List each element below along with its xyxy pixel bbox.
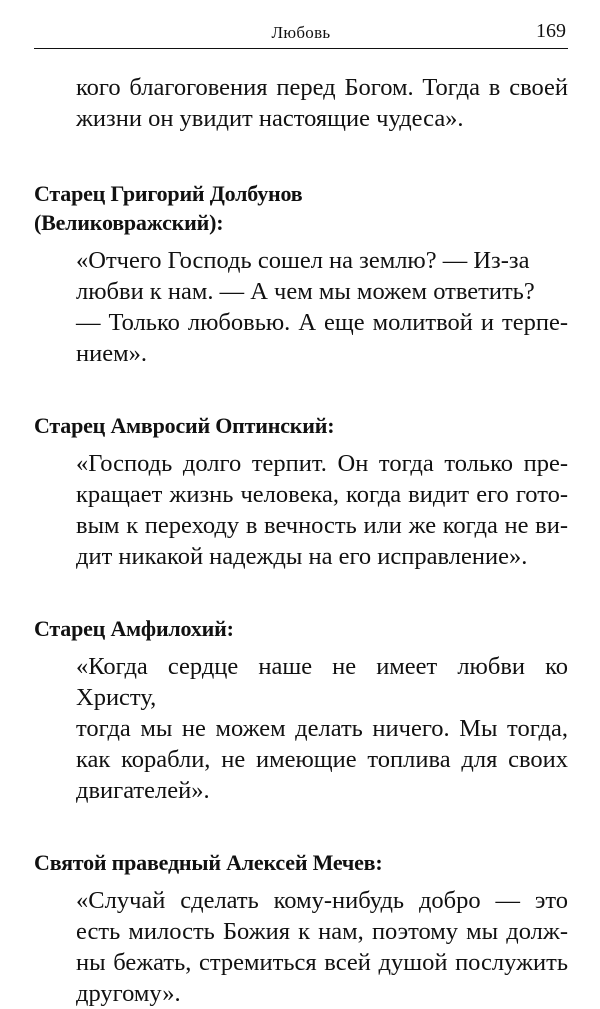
quote-line: — А чем мы можем ответить?	[219, 278, 535, 305]
quote-line: «Господь долго терпит. Он тогда только пре-	[76, 450, 568, 477]
quote-line: как корабли, не имеющие топлива для своих	[76, 746, 568, 773]
quote-line: «Случай сделать кому-нибудь добро — это	[76, 887, 568, 914]
quote-line: двигателей».	[76, 777, 210, 804]
quote-line: — Только любовью. А еще молитвой и терпе-	[76, 309, 568, 336]
quote-paragraph	[34, 245, 568, 369]
section-grigory-dolbunov	[34, 179, 568, 369]
section-aleksey-mechev	[34, 848, 568, 1009]
text-line: жизни он увидит настоящие чудеса».	[76, 105, 464, 132]
quote-line: кращает жизнь человека, когда видит его гото-	[76, 481, 568, 508]
title-line: Старец Григорий Долбунов	[34, 181, 303, 206]
quote-line: «Когда сердце наше не имеет любви ко Христу,	[76, 653, 568, 711]
title-line: (Великовражский):	[34, 210, 224, 235]
quote-line: дит никакой надежды на его исправление».	[76, 543, 528, 570]
quote-line: есть милость Божия к нам, поэтому мы долж-	[76, 918, 568, 945]
title-line: Старец Амфилохий:	[34, 616, 234, 641]
section-amvrosy-optinsky	[34, 411, 568, 572]
quote-line: другому».	[76, 980, 181, 1007]
quote-line: нием».	[76, 340, 147, 367]
quote-line: тогда мы не можем делать ничего. Мы тогда,	[76, 715, 568, 742]
quote-paragraph	[34, 885, 568, 1009]
section-title	[34, 411, 568, 440]
section-title	[34, 848, 568, 877]
quote-paragraph	[34, 448, 568, 572]
section-title	[34, 614, 568, 643]
title-line: Старец Амвросий Оптинский:	[34, 413, 335, 438]
page-body	[34, 72, 568, 1009]
page-number: 169	[536, 20, 566, 42]
quote-paragraph	[34, 651, 568, 806]
intro-paragraph	[34, 72, 568, 134]
text-line: кого благоговения перед Богом. Тогда в своей	[76, 74, 568, 101]
running-title: Любовь	[271, 23, 331, 42]
quote-line: «Отчего Господь сошел на землю?	[76, 247, 437, 274]
section-title	[34, 179, 568, 237]
quote-line: ны бежать, стремиться всей душой послужить	[76, 949, 568, 976]
title-line: Святой праведный Алексей Мечев:	[34, 850, 383, 875]
page-header	[34, 14, 568, 49]
section-amfilokhy	[34, 614, 568, 806]
quote-line: — Из-за любви к нам.	[76, 247, 530, 305]
quote-line: вым к переходу в вечность или же когда не ви-	[76, 512, 568, 539]
